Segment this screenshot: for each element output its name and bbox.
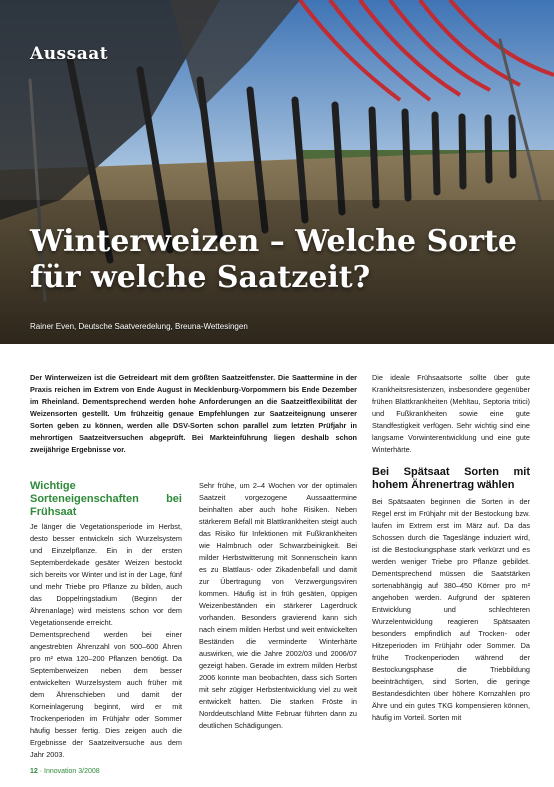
paragraph: Sehr frühe, um 2–4 Wochen vor der optimalen Saatzeit vorgezogene Aussaattermine beinhalten aber auch hohe Risiken. Neben stärkerem Befall mit Blattkrankheiten steigt auch das Risiko für Infektionen mit Fußkrankheiten wie Halmbruch oder Schwarzbeinigkeit. Bei milder Herbstwitterung mit Sonnenschein kann es zu Blattlaus- oder Zikadenbefall und damit zur Übertragung von Verzwergungsviren kommen. Häufig ist in früh gesäten, üppigen Weizenbeständen ein stärkerer Lagerdruck vorhanden. Besonders gravierend kann sich nach einem milden Herbst und weit entwickelten Beständen die verminderte Winterhärte auswirken, wie die Jahre 2002/03 und 2006/07 gezeigt haben. Gerade im extrem milden Herbst 2006 konnte man beobachten, dass sich Sorten mit sehr zügiger Herbstentwicklung viel zu weit entwickelt hatten. Die starken Fröste in Norddeutschland Mitte Februar führten dann zu deutlichen Schädigungen.	[199, 481, 357, 730]
hero-photo	[0, 0, 554, 344]
paragraph: Bei Spätsaaten beginnen die Sorten in der Regel erst im Frühjahr mit der Bestockung bzw. laufen im Extrem erst im März auf. Da das Schossen durch die Tageslänge induziert wird, ist die Bestockungsphase stark verkürzt und es werden weniger Triebe pro Pflanze gebildet. Dementsprechend müssen die Saatstärken sortenabhängig auf 380–450 Körner pro m² angehoben werden. Aufgrund der späteren Entwicklung und schlechteren Wurzelentwicklung reagieren Spätsaaten besonders empfindlich auf Trocken- oder Hitzeperioden im Frühjahr oder Sommer. Da frühe Trockenperioden während der Bestockungsphase die Triebbildung beeinträchtigen, sind Sorten, die geringe Bestandesdichten über höhere Kornzahlen pro Ähre und ein gutes TKG kompensieren können, häufig im Vorteil. Sorten mit	[372, 497, 530, 722]
publication-name: · Innovation 3/2008	[39, 768, 100, 775]
column-middle	[199, 480, 357, 732]
column-left	[30, 480, 182, 761]
section-label: Aussaat	[30, 44, 109, 64]
column-right	[372, 372, 530, 724]
subheading-late-sowing: Bei Spätsaat Sorten mit hohem Ährenertrag wählen	[372, 466, 530, 491]
article-headline: Winterweizen – Welche Sorte für welche Saatzeit?	[30, 224, 518, 295]
lead-paragraph: Der Winterweizen ist die Getreideart mit dem größten Saatzeitfenster. Die Saattermine in der Praxis reichen im Extrem von Ende August in Mecklenburg-Vorpommern bis Ende Dezember im Rheinland. Dementsprechend werden hohe Anforderungen an die Saatzeitflexibilität der Weizensorten gestellt. Um frühzeitig genaue Empfehlungen zur Saatzeiteignung unserer Sorten geben zu können, werden alle DSV-Sorten schon parallel zum letzten Prüfjahr in mehrortigen Saatzeitversuchen abgeprüft. Bei Markteinführung liegen deshalb schon zweijährige Ergebnisse vor.	[30, 373, 357, 454]
paragraph: Dementsprechend werden bei einer angestrebten Ährenzahl von 500–600 Ähren pro m² etwa 120–200 Pflanzen benötigt. Da Septemberweizen neben dem besser entwickelten Wurzelsystem auch früher mit dem Ährenschieben und damit der Korneinlagerung beginnt, wird er mit Trockenperioden im Frühjahr oder Sommer häufig besser fertig. Dies zeigen auch die Ergebnisse der Saatzeitversuche aus dem Jahr 2003.	[30, 630, 182, 759]
page-number: 12	[30, 768, 38, 775]
author-byline: Rainer Even, Deutsche Saatveredelung, Breuna-Wettesingen	[30, 322, 248, 331]
paragraph: Die ideale Frühsaatsorte sollte über gute Krankheitsresistenzen, insbesondere gegenüber frühen Blattkrankheiten (Mehltau, Septoria tritici) und Fußkrankheiten sowie eine gute Standfestigkeit verfügen. Sehr wichtig sind eine langsame Vorwinterentwicklung und eine gute Winterhärte.	[372, 373, 530, 454]
paragraph: Je länger die Vegetationsperiode im Herbst, desto besser entwickeln sich Wurzelsystem und Einzelpflanze. Ein in der ersten Septemberdekade gesäter Weizen bestockt sich bereits vor Winter und ist in der Lage, fünf und mehr Triebe pro Pflanze zu bilden, auch das Doppelringstadium (Beginn der Ährenanlage) wird meistens schon vor dem Vegetationsende erreicht.	[30, 522, 182, 627]
subheading-early-sowing: Wichtige Sorteneigenschaften bei Frühsaat	[30, 480, 182, 518]
page-footer	[30, 768, 100, 775]
